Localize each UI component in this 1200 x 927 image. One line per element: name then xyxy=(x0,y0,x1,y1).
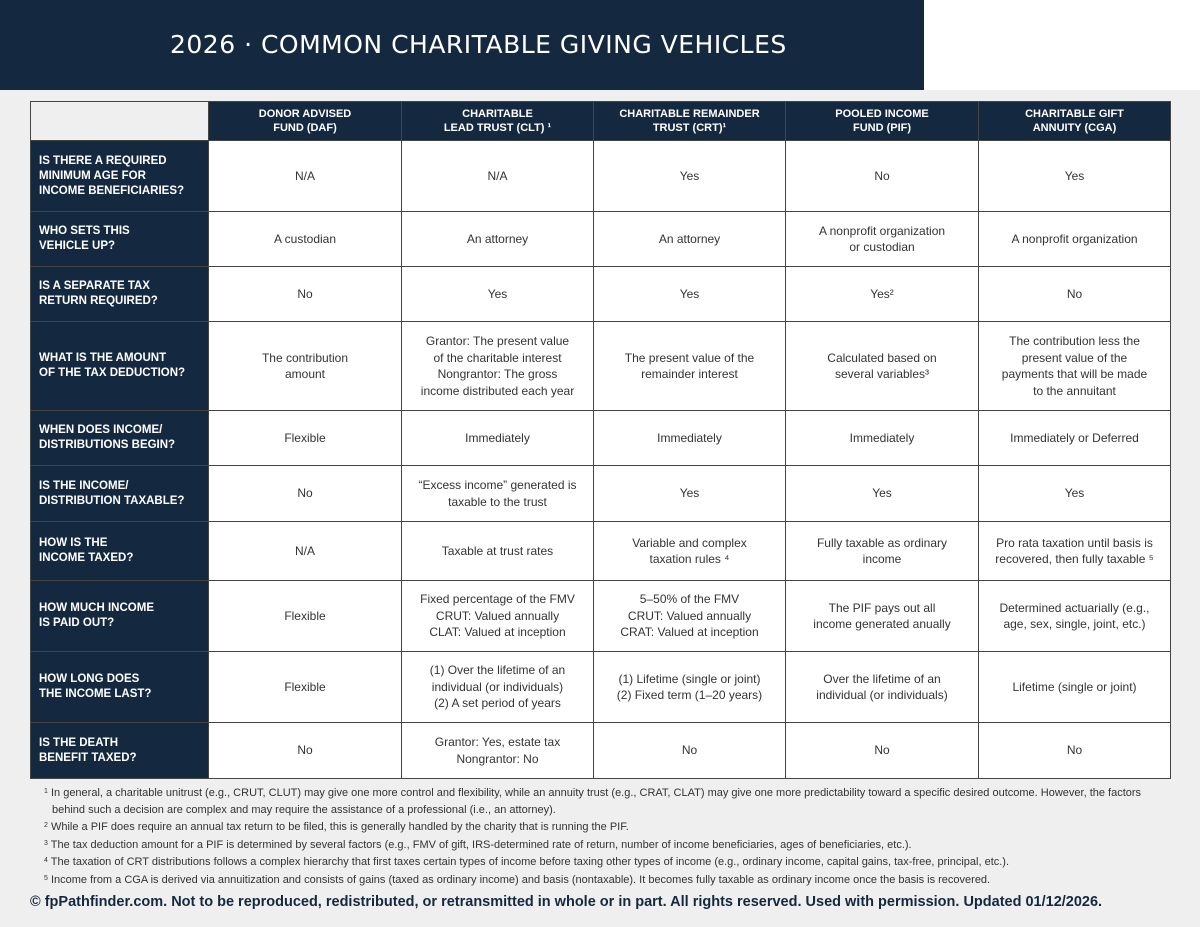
row-question: WHO SETS THIS VEHICLE UP? xyxy=(31,212,209,267)
row-question: WHEN DOES INCOME/ DISTRIBUTIONS BEGIN? xyxy=(31,411,209,466)
footnote xyxy=(44,818,1170,836)
table-cell: Fully taxable as ordinary income xyxy=(786,522,979,581)
table-cell: Fixed percentage of the FMV CRUT: Valued annually CLAT: Valued at inception xyxy=(402,581,594,652)
table-cell: Yes xyxy=(594,267,786,322)
title-banner xyxy=(0,0,924,90)
column-header-daf: DONOR ADVISED FUND (DAF) xyxy=(209,102,402,141)
footnotes xyxy=(44,784,1170,888)
table-row xyxy=(31,652,1171,723)
footnote-mark: 3 xyxy=(44,839,48,847)
footnote-text: While a PIF does require an annual tax return to be filed, this is generally handled by the charity that is running the PIF. xyxy=(50,821,629,833)
table-cell: The contribution less the present value of the payments that will be made to the annuitant xyxy=(979,322,1171,411)
table-cell: Flexible xyxy=(209,581,402,652)
table-cell: Grantor: Yes, estate tax Nongrantor: No xyxy=(402,723,594,779)
table-cell: Yes² xyxy=(786,267,979,322)
table-cell: Flexible xyxy=(209,411,402,466)
row-question: IS A SEPARATE TAX RETURN REQUIRED? xyxy=(31,267,209,322)
table-cell: No xyxy=(786,723,979,779)
table-cell: A nonprofit organization xyxy=(979,212,1171,267)
row-question: WHAT IS THE AMOUNT OF THE TAX DEDUCTION? xyxy=(31,322,209,411)
table-row xyxy=(31,322,1171,411)
table-corner xyxy=(31,102,209,141)
row-question: HOW LONG DOES THE INCOME LAST? xyxy=(31,652,209,723)
table-cell: A custodian xyxy=(209,212,402,267)
column-header-crt: CHARITABLE REMAINDER TRUST (CRT)¹ xyxy=(594,102,786,141)
row-question: HOW MUCH INCOME IS PAID OUT? xyxy=(31,581,209,652)
column-header-cga: CHARITABLE GIFT ANNUITY (CGA) xyxy=(979,102,1171,141)
table-row xyxy=(31,581,1171,652)
table-cell: No xyxy=(979,267,1171,322)
table-cell: Taxable at trust rates xyxy=(402,522,594,581)
table-row xyxy=(31,141,1171,212)
table-cell: Over the lifetime of an individual (or individuals) xyxy=(786,652,979,723)
row-question: IS THERE A REQUIRED MINIMUM AGE FOR INCOME BENEFICIARIES? xyxy=(31,141,209,212)
table-cell: A nonprofit organization or custodian xyxy=(786,212,979,267)
table-cell: (1) Lifetime (single or joint) (2) Fixed term (1–20 years) xyxy=(594,652,786,723)
table-cell: Yes xyxy=(594,141,786,212)
table-cell: Yes xyxy=(786,466,979,522)
table-cell: Yes xyxy=(594,466,786,522)
table-cell: The contribution amount xyxy=(209,322,402,411)
table-cell: No xyxy=(594,723,786,779)
table-cell: Determined actuarially (e.g., age, sex, single, joint, etc.) xyxy=(979,581,1171,652)
table-row xyxy=(31,522,1171,581)
footnote-mark: 1 xyxy=(44,788,48,795)
table-cell: Grantor: The present value of the charitable interest Nongrantor: The gross income distributed each year xyxy=(402,322,594,411)
table-cell: N/A xyxy=(402,141,594,212)
table-cell: Yes xyxy=(979,466,1171,522)
table-cell: Immediately xyxy=(402,411,594,466)
table-row xyxy=(31,466,1171,522)
table-cell: Immediately or Deferred xyxy=(979,411,1171,466)
copyright-footer: © fpPathfinder.com. Not to be reproduced, redistributed, or retransmitted in whole or in part. All rights reserved. Used with permission. Updated 01/12/2026. xyxy=(30,894,1103,910)
table-row xyxy=(31,723,1171,779)
table-cell: N/A xyxy=(209,522,402,581)
table-body xyxy=(31,141,1171,779)
footnote-mark: 2 xyxy=(44,822,48,829)
footnote-text: The tax deduction amount for a PIF is determined by several factors (e.g., FMV of gift, IRS-determined rate of return, number of income beneficiaries, ages of beneficiaries, etc.). xyxy=(50,838,912,851)
table-cell: Pro rata taxation until basis is recovered, then fully taxable ⁵ xyxy=(979,522,1171,581)
footnote-text: In general, a charitable unitrust (e.g., CRUT, CLUT) may give one more control and flexibility, while an annuity trust (e.g., CRAT, CLAT) may give one more predictability toward a specific desired outcome. However, the factors behind such a decision are complex and may require the assistance of a professional (i.e., an attorney). xyxy=(50,787,1142,816)
table-cell: No xyxy=(786,141,979,212)
page-title: 2026 · COMMON CHARITABLE GIVING VEHICLES xyxy=(170,30,787,59)
row-question: IS THE INCOME/ DISTRIBUTION TAXABLE? xyxy=(31,466,209,522)
column-header-pif: POOLED INCOME FUND (PIF) xyxy=(786,102,979,141)
table-cell: Immediately xyxy=(594,411,786,466)
table-row xyxy=(31,212,1171,267)
column-header-clt: CHARITABLE LEAD TRUST (CLT) ¹ xyxy=(402,102,594,141)
footnote-mark: 5 xyxy=(44,874,48,882)
table-header-row xyxy=(31,102,1171,141)
table-cell: No xyxy=(209,466,402,522)
footnote xyxy=(44,853,1170,871)
table-cell: “Excess income” generated is taxable to the trust xyxy=(402,466,594,522)
table-cell: The present value of the remainder interest xyxy=(594,322,786,411)
table-cell: Flexible xyxy=(209,652,402,723)
table-cell: An attorney xyxy=(594,212,786,267)
row-question: IS THE DEATH BENEFIT TAXED? xyxy=(31,723,209,779)
table-cell: 5–50% of the FMV CRUT: Valued annually CRAT: Valued at inception xyxy=(594,581,786,652)
footnote xyxy=(44,784,1170,818)
table-cell: No xyxy=(979,723,1171,779)
table-cell: Yes xyxy=(402,267,594,322)
header-blank-area xyxy=(924,0,1200,90)
table-cell: No xyxy=(209,267,402,322)
table-row xyxy=(31,411,1171,466)
row-question: HOW IS THE INCOME TAXED? xyxy=(31,522,209,581)
table-cell: (1) Over the lifetime of an individual (or individuals) (2) A set period of years xyxy=(402,652,594,723)
table-cell: N/A xyxy=(209,141,402,212)
table-cell: Immediately xyxy=(786,411,979,466)
table-cell: No xyxy=(209,723,402,779)
footnote-text: The taxation of CRT distributions follows a complex hierarchy that first taxes certain types of income before taxing other types of income (e.g., ordinary income, capital gains, tax-free, principal, etc.). xyxy=(50,856,1010,868)
table-cell: Yes xyxy=(979,141,1171,212)
table-cell: Lifetime (single or joint) xyxy=(979,652,1171,723)
footnote-mark: 4 xyxy=(44,857,48,864)
table-cell: Variable and complex taxation rules ⁴ xyxy=(594,522,786,581)
comparison-table xyxy=(30,101,1171,779)
footnote xyxy=(44,871,1170,889)
table-cell: The PIF pays out all income generated anually xyxy=(786,581,979,652)
table-cell: Calculated based on several variables³ xyxy=(786,322,979,411)
table-cell: An attorney xyxy=(402,212,594,267)
footnote xyxy=(44,836,1170,854)
table-row xyxy=(31,267,1171,322)
footnote-text: Income from a CGA is derived via annuitization and consists of gains (taxed as ordinary income) and basis (nontaxable). It becomes fully taxable as ordinary income once the basis is recovered. xyxy=(50,873,991,886)
